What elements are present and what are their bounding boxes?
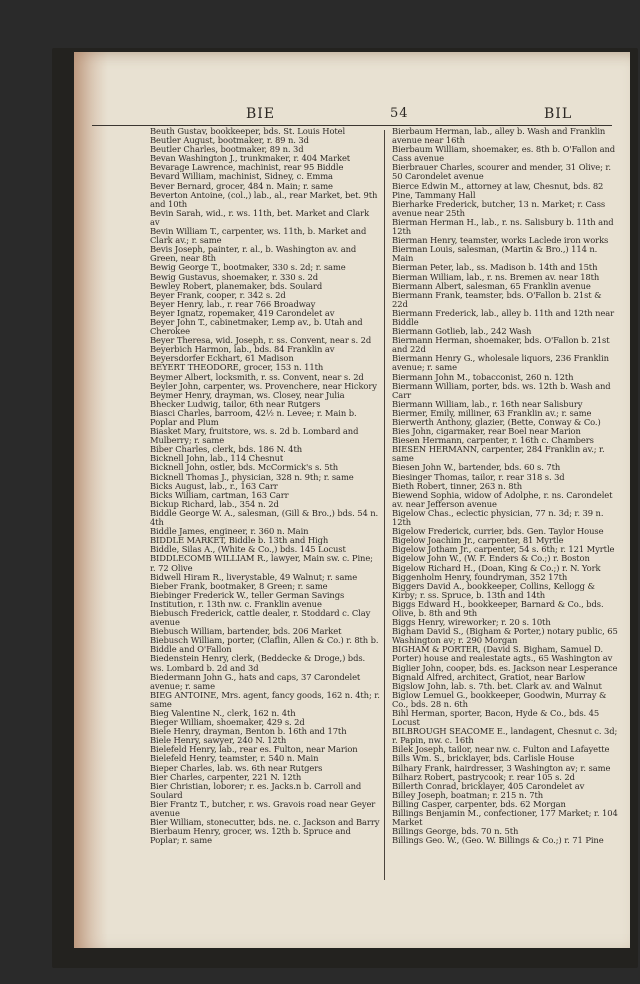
directory-entry: Bieg Valentine N., clerk, 162 n. 4th (150, 708, 296, 718)
directory-entry: Biddle, Silas A., (White & Co.,) bds. 145 Locust (150, 544, 346, 555)
directory-entry: Beyersdorfer Eckhart, 61 Madison (150, 353, 294, 364)
directory-entry: Bevan Washington J., trunkmaker, r. 404 Market (150, 153, 351, 164)
directory-entry: Biesen John W., bartender, bds. 60 s. 7th (392, 462, 561, 473)
directory-entry: Beyer Frank, cooper, r. 342 s. 2d (150, 289, 286, 300)
directory-entry: BIESEN HERMANN, carpenter, 284 Franklin av.; r. same (392, 444, 605, 464)
directory-entry: Bigelow Richard H., (Doan, King & Co.;) r. N. York (392, 562, 601, 573)
directory-entry: Bier Charles, carpenter, 221 N. 12th (150, 771, 302, 782)
directory-entry: Billings George, bds. 70 n. 5th (392, 826, 519, 837)
directory-entry: Bierbaum Henry, grocer, ws. 12th b. Spruce and Poplar; r. same (150, 826, 351, 846)
directory-entry: Beyerbich Harmon, lab., bds. 84 Franklin av (150, 344, 335, 355)
directory-entry: Biermann William, porter, bds. ws. 12th b. Wash and Carr (392, 380, 611, 400)
directory-entry: Beymer Albert, locksmith, r. ss. Convent, near s. 2d (150, 371, 364, 382)
directory-entry: Biglier John, cooper, bds. es. Jackson near Lesperance (392, 662, 618, 673)
directory-entry: Biesen Hermann, carpenter, r. 16th c. Chambers (392, 435, 594, 446)
directory-entry: Biebusch William, bartender, bds. 206 Market (150, 626, 342, 637)
directory-entry: Biber Charles, clerk, bds. 186 N. 4th (150, 444, 303, 455)
directory-entry: Biermann William, lab., r. 16th near Salisbury (392, 398, 583, 409)
directory-entry: Biebusch Frederick, cattle dealer, r. Stoddard c. Clay avenue (150, 607, 371, 628)
directory-entry: Bevis Joseph, painter, r. al., b. Washington av. and Green, near 8th (150, 244, 357, 264)
directory-entry: Beyer John T., cabinetmaker, Lemp av., b. Utah and Cherokee (150, 316, 363, 337)
directory-entry: Bieth Robert, tinner, 263 n. 8th (392, 480, 523, 491)
directory-entry: Bieber Frank, bootmaker, 8 Green; r. same (150, 580, 328, 591)
directory-entry: Bihl Herman, sporter, Bacon, Hyde & Co., bds. 45 Locust (392, 708, 600, 728)
directory-entry: Biermann Albert, salesman, 65 Franklin avenue (392, 280, 591, 291)
directory-entry: Beutler Charles, bootmaker, 89 n. 3d (150, 144, 304, 155)
directory-entry: Bewig Gustavus, shoemaker, r. 330 s. 2d (150, 271, 318, 282)
directory-entry: Biermann John M., tobacconist, 260 n. 12th (392, 371, 574, 382)
directory-entry: Billerth Conrad, bricklayer, 405 Carondelet av (392, 780, 585, 791)
directory-entry: Biermann Frank, teamster, bds. O'Fallon b. 21st & 22d (392, 289, 602, 309)
directory-entry: Beymer Henry, drayman, ws. Closey, near Julia (150, 389, 345, 400)
left-column (150, 127, 380, 845)
directory-entry: Biewend Sophia, widow of Adolphe, r. ns. Carondelet av. near Jefferson avenue (392, 489, 613, 509)
directory-entry: Biebusch William, porter, (Claflin, Allen & Co.) r. 8th b. Biddle and O'Fallon (150, 635, 379, 655)
directory-entry: Bielefeld Henry, teamster, r. 540 n. Main (150, 753, 319, 764)
directory-entry: Biermann Herman, shoemaker, bds. O'Fallon b. 21st and 22d (392, 335, 610, 355)
directory-entry: Bevin Sarah, wid., r. ws. 11th, bet. Market and Clark av (150, 207, 370, 227)
directory-entry: Biddle James, engineer, r. 360 n. Main (150, 526, 309, 537)
page-number: 54 (390, 106, 409, 121)
directory-entry: Biesinger Thomas, tailor, r. rear 318 s. 3d (392, 471, 565, 482)
directory-entry: Biedenstein Henry, clerk, (Beddecke & Droge,) bds. ws. Lombard b. 2d and 3d (150, 653, 366, 673)
directory-entry: Bigelow John W., (W. F. Enders & Co.;) r. Boston (392, 553, 590, 564)
directory-entry: Biggers David A., bookkeeper, Collins, Kellogg & Kirby; r. ss. Spruce, b. 13th and 14th (392, 580, 595, 600)
directory-entry: Bickup Richard, lab., 354 n. 2d (150, 498, 279, 509)
directory-entry: Bieper Charles, lab. ws. 6th near Rutgers (150, 762, 323, 773)
column-divider (384, 130, 385, 880)
directory-entry: Biermann Henry G., wholesale liquors, 236 Franklin avenue; r. same (392, 353, 609, 373)
directory-entry: Bevin William T., carpenter, ws. 11th, b. Market and Clark av.; r. same (150, 226, 367, 246)
header-left-word: BIE (246, 106, 276, 122)
directory-entry: Bilharz Robert, pastrycook; r. rear 105 s. 2d (392, 771, 575, 782)
directory-entry: Bierbaum Herman, lab., alley b. Wash and Franklin avenue near 16th (392, 126, 606, 146)
directory-entry: Bicknell Thomas J., physician, 328 n. 9th; r. same (150, 471, 354, 482)
directory-entry: Bignald Alfred, architect, Gratiot, near Barlow (392, 671, 586, 682)
directory-entry: Bigelow Chas., eclectic physician, 77 n. 3d; r. 39 n. 12th (392, 507, 604, 528)
directory-entry: Bever Bernard, grocer, 484 n. Main; r. same (150, 180, 333, 191)
directory-entry: Bicknell John, lab., 114 Chesnut (150, 453, 284, 464)
directory-entry: Biggs Edward H., bookkeeper, Barnard & Co., bds. Olive, b. 8th and 9th (392, 598, 604, 618)
directory-entry: Bier William, stonecutter, bds. ne. c. Jackson and Barry (150, 817, 380, 828)
directory-entry: Biebinger Frederick W., teller German Savings Institution, r. 13th nw. c. Franklin avenue (150, 589, 345, 609)
directory-entry: Billey Joseph, boatman; r. 215 n. 7th (392, 789, 544, 800)
right-column (392, 127, 618, 845)
directory-entry: Bidwell Hiram R., liverystable, 49 Walnut; r. same (150, 571, 358, 582)
directory-entry: Bierman Herman H., lab., r. ns. Salisbury b. 11th and 12th (392, 216, 614, 237)
directory-entry: Bieger William, shoemaker, 429 s. 2d (150, 717, 305, 728)
directory-entry: Beyer Theresa, wid. Joseph, r. ss. Convent, near s. 2d (150, 335, 372, 346)
directory-entry: Bielefeld Henry, lab., rear es. Fulton, near Marion (150, 744, 358, 755)
directory-entry: Bierce Edwin M., attorney at law, Chesnut, bds. 82 Pine, Tammany Hall (392, 180, 604, 200)
directory-entry: Beutler August, bootmaker, r. 89 n. 3d (150, 135, 309, 146)
directory-entry: Biglow Lemuel G., bookkeeper, Goodwin, Murray & Co., bds. 28 n. 6th (392, 689, 607, 709)
directory-entry: Biermer, Emily, milliner, 63 Franklin av.; r. same (392, 407, 592, 418)
directory-entry: Bierbrauer Charles, scourer and mender, 31 Olive; r. 50 Carondelet avenue (392, 162, 611, 182)
directory-entry: Biermann Gotlieb, lab., 242 Wash (392, 326, 532, 337)
directory-entry: Bier Frantz T., butcher, r. ws. Gravois road near Geyer avenue (150, 798, 376, 819)
directory-entry: Beyer Henry, lab., r. rear 766 Broadway (150, 298, 316, 309)
directory-entry: Bigelow Joachim Jr., carpenter, 81 Myrtle (392, 535, 564, 546)
directory-entry: Biedermann John G., hats and caps, 37 Carondelet avenue; r. same (150, 671, 361, 691)
directory-entry: Biddle George W. A., salesman, (Gill & Bro.,) bds. 54 n. 4th (150, 507, 379, 528)
directory-entry: Billings Geo. W., (Geo. W. Billings & Co.;) r. 71 Pine (392, 835, 604, 846)
directory-entry: Bigslow John, lab. s. 7th. bet. Clark av. and Walnut (392, 680, 602, 691)
directory-entry: Bewley Robert, planemaker, bds. Soulard (150, 280, 323, 291)
directory-entry: Bills Wm. S., bricklayer, bds. Carlisle House (392, 753, 575, 764)
directory-entry: Biermann Frederick, lab., alley b. 11th and 12th near Biddle (392, 307, 615, 327)
directory-entry: Billing Casper, carpenter, bds. 62 Morgan (392, 798, 566, 809)
directory-entry: BIDDLECOMB WILLIAM R., lawyer, Main sw. c. Pine; r. 72 Olive (150, 553, 373, 573)
directory-entry: Biasci Charles, barroom, 42½ n. Levee; r. Main b. Poplar and Plum (150, 407, 357, 427)
directory-entry: Bierman Henry, teamster, works Laclede iron works (392, 235, 609, 246)
directory-entry: Bewig George T., bootmaker, 330 s. 2d; r. same (150, 262, 346, 273)
directory-entry: BEYERT THEODORE, grocer, 153 n. 11th (150, 362, 324, 373)
directory-entry: Bierwerth Anthony, glazier, (Bette, Conway & Co.) (392, 417, 601, 427)
directory-entry: Bierman William, lab., r. ns. Bremen av. near 18th (392, 271, 600, 282)
directory-entry: Beverton Antoine, (col.,) lab., al., rear Market, bet. 9th and 10th (150, 189, 378, 209)
directory-entry: Bigham David S., (Bigham & Porter,) notary public, 65 Washington av; r. 290 Morgan (392, 626, 618, 646)
page-edge-stain (74, 52, 108, 948)
directory-entry: BILBROUGH SEACOME E., landagent, Chesnut c. 3d; r. Papin, nw. c. 16th (392, 726, 618, 746)
directory-entry: Bevarage Lawrence, machinist, rear 95 Biddle (150, 162, 344, 173)
directory-entry: Bicks William, cartman, 163 Carr (150, 489, 289, 500)
directory-entry: BIGHAM & PORTER, (David S. Bigham, Samuel D. Porter) house and realestate agts., 65 Washington av (392, 644, 613, 664)
directory-entry: Biggenholm Henry, foundryman, 352 17th (392, 571, 568, 582)
directory-entry: Bigelow Frederick, currier, bds. Gen. Taylor House (392, 526, 604, 537)
directory-entry: Bicks August, lab., r., 163 Carr (150, 480, 278, 491)
directory-entry: Biele Henry, sawyer, 240 N. 12th (150, 735, 287, 746)
directory-entry: BIEG ANTOINE, Mrs. agent, fancy goods, 162 n. 4th; r. same (150, 689, 380, 709)
directory-entry: Biasket Mary, fruitstore, ws. s. 2d b. Lombard and Mulberry; r. same (150, 426, 359, 446)
directory-entry: Bicknell John, ostler, bds. McCormick's s. 5th (150, 462, 339, 473)
header-right-word: BIL (544, 106, 573, 122)
directory-entry: Billings Benjamin M., confectioner, 177 Market; r. 104 Market (392, 808, 618, 828)
directory-entry: Bigelow Jotham Jr., carpenter, 54 s. 6th; r. 121 Myrtle (392, 544, 615, 555)
directory-entry: Bierman Peter, lab., ss. Madison b. 14th and 15th (392, 262, 598, 273)
directory-entry: Bhecker Ludwig, tailor, 6th near Rutgers (150, 398, 321, 409)
directory-entry: Bierman Louis, salesman, (Martin & Bro.,) 114 n. Main (392, 244, 598, 264)
directory-entry: Bilek Joseph, tailor, near nw. c. Fulton and Lafayette (392, 744, 610, 755)
directory-entry: Beyer Ignatz, ropemaker, 419 Carondelet av (150, 307, 335, 318)
directory-entry: Biele Henry, drayman, Benton b. 16th and 17th (150, 726, 347, 737)
directory-entry: Bierbaum William, shoemaker, es. 8th b. O'Fallon and Cass avenue (392, 144, 616, 164)
directory-entry: Bies John, cigarmaker, rear Boel near Marion (392, 426, 581, 437)
directory-entry: Beyler John, carpenter, ws. Provenchere, near Hickory (150, 380, 377, 391)
directory-entry: Biggs Henry, wireworker; r. 20 s. 10th (392, 617, 551, 628)
directory-entry: Bierharke Frederick, butcher, 13 n. Market; r. Cass avenue near 25th (392, 198, 606, 218)
directory-entry: BIDDLE MARKET, Biddle b. 13th and High (150, 535, 329, 546)
directory-entry: Bier Christian, loborer; r. es. Jacks.n b. Carroll and Soulard (150, 780, 362, 800)
directory-entry: Beuth Gustav, bookkeeper, bds. St. Louis Hotel (150, 126, 346, 136)
directory-entry: Bilhary Frank, hairdresser, 3 Washington av; r. same (392, 762, 611, 773)
directory-entry: Bevard William, machinist, Sidney, c. Emma (150, 171, 333, 182)
